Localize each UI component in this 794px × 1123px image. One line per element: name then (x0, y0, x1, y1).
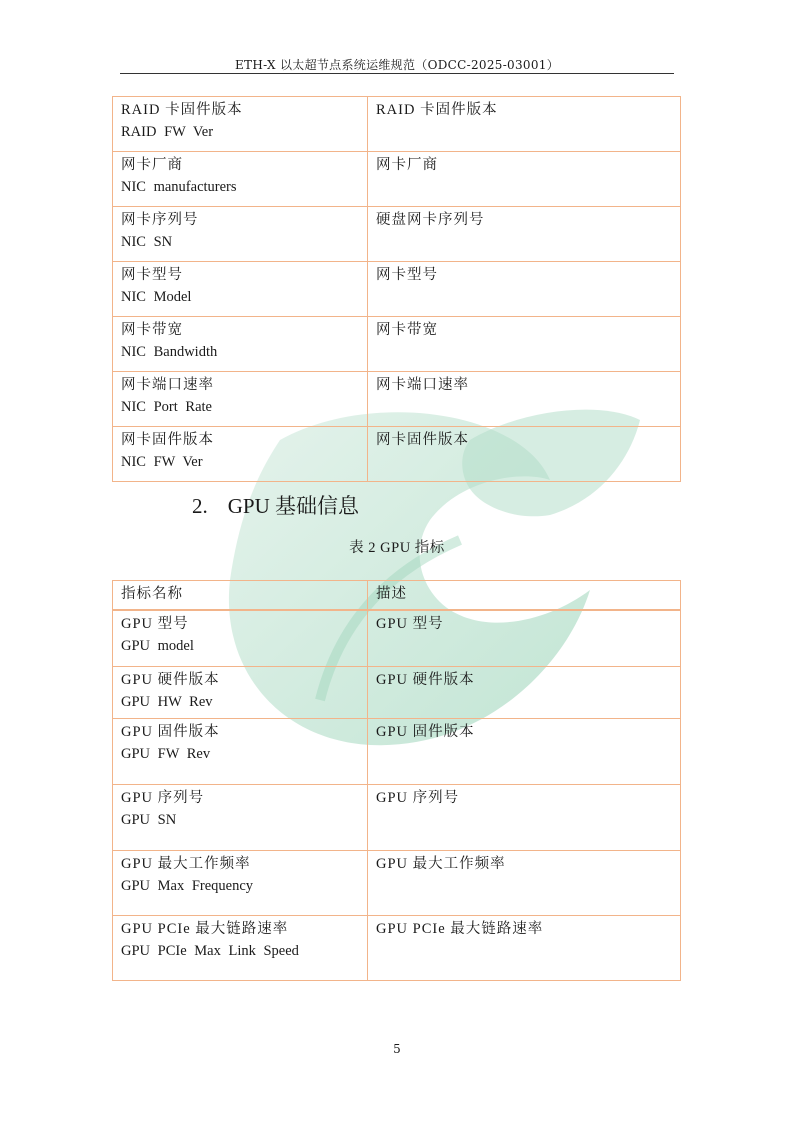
table-header-row (113, 581, 681, 611)
name-cell (113, 427, 368, 482)
table-row (113, 262, 681, 317)
name-cn: GPU 最大工作频率 (121, 855, 251, 872)
table-row (113, 152, 681, 207)
column-header: 指标名称 (121, 586, 183, 602)
header-rule (120, 73, 674, 74)
name-en: NIC FW Ver (121, 454, 203, 470)
page-header: ETH-X 以太超节点系统运维规范（ODCC-2025-03001） (234, 58, 560, 72)
name-en: NIC SN (121, 234, 173, 250)
gpu-spec-table (112, 580, 681, 981)
name-en: NIC Bandwidth (121, 344, 218, 360)
description: 网卡端口速率 (376, 377, 469, 393)
description: 网卡固件版本 (376, 432, 469, 448)
table-row (113, 97, 681, 152)
table-row (113, 850, 681, 915)
name-en: GPU PCIe Max Link Speed (121, 942, 299, 959)
name-cn: GPU 固件版本 (121, 723, 220, 740)
section-title: GPU 基础信息 (227, 494, 360, 518)
name-en: GPU SN (121, 811, 177, 828)
name-cell (113, 666, 368, 718)
section-heading (192, 490, 359, 520)
table-row (113, 317, 681, 372)
desc-cell (368, 610, 681, 666)
nic-spec-table (112, 96, 681, 482)
name-cell (113, 850, 368, 915)
section-number: 2. (192, 494, 208, 518)
table-row (113, 427, 681, 482)
page-number: 5 (393, 1042, 401, 1056)
desc-cell (368, 207, 681, 262)
desc-cell (368, 317, 681, 372)
description: RAID 卡固件版本 (376, 102, 498, 118)
description: GPU 序列号 (376, 789, 460, 806)
name-cn: GPU PCIe 最大链路速率 (121, 920, 289, 937)
description: 硬盘网卡序列号 (376, 212, 485, 228)
name-cn: GPU 序列号 (121, 789, 205, 806)
name-cell (113, 610, 368, 666)
name-en: GPU HW Rev (121, 693, 213, 710)
name-en: NIC Port Rate (121, 399, 212, 415)
table-body (113, 581, 681, 981)
name-cell (113, 915, 368, 980)
desc-cell (368, 262, 681, 317)
description: 网卡型号 (376, 267, 438, 283)
table-row (113, 784, 681, 850)
table-row (113, 372, 681, 427)
desc-cell (368, 427, 681, 482)
description: GPU PCIe 最大链路速率 (376, 920, 544, 937)
description: 网卡带宽 (376, 322, 438, 338)
name-en: GPU FW Rev (121, 745, 211, 762)
description: GPU 硬件版本 (376, 671, 475, 688)
desc-cell (368, 152, 681, 207)
header-desc-cell (368, 581, 681, 611)
name-cn: 网卡带宽 (121, 322, 183, 338)
table-body (113, 97, 681, 482)
name-cn: 网卡序列号 (121, 212, 199, 228)
name-cn: GPU 硬件版本 (121, 671, 220, 688)
desc-cell (368, 850, 681, 915)
name-cn: GPU 型号 (121, 616, 189, 632)
name-cn: 网卡固件版本 (121, 432, 214, 448)
desc-cell (368, 915, 681, 980)
name-cn: RAID 卡固件版本 (121, 102, 243, 118)
header-name-cell (113, 581, 368, 611)
description: GPU 型号 (376, 616, 444, 632)
table-row (113, 666, 681, 718)
table-row (113, 207, 681, 262)
name-cell (113, 97, 368, 152)
name-cell (113, 317, 368, 372)
name-en: GPU Max Frequency (121, 877, 254, 894)
name-cn: 网卡型号 (121, 267, 183, 283)
name-en: NIC manufacturers (121, 179, 237, 195)
desc-cell (368, 784, 681, 850)
name-en: GPU model (121, 638, 194, 654)
desc-cell (368, 372, 681, 427)
desc-cell (368, 666, 681, 718)
column-header: 描述 (376, 586, 407, 602)
description: 网卡厂商 (376, 157, 438, 173)
description: GPU 固件版本 (376, 723, 475, 740)
name-cell (113, 152, 368, 207)
name-cell (113, 718, 368, 784)
table-row (113, 915, 681, 980)
name-cn: 网卡厂商 (121, 157, 183, 173)
name-en: RAID FW Ver (121, 124, 214, 140)
name-cell (113, 262, 368, 317)
name-cell (113, 372, 368, 427)
table-row (113, 610, 681, 666)
name-cell (113, 207, 368, 262)
desc-cell (368, 718, 681, 784)
table-caption: 表 2 GPU 指标 (349, 540, 445, 556)
name-en: NIC Model (121, 289, 192, 305)
description: GPU 最大工作频率 (376, 855, 506, 872)
name-cn: 网卡端口速率 (121, 377, 214, 393)
name-cell (113, 784, 368, 850)
table-row (113, 718, 681, 784)
desc-cell (368, 97, 681, 152)
